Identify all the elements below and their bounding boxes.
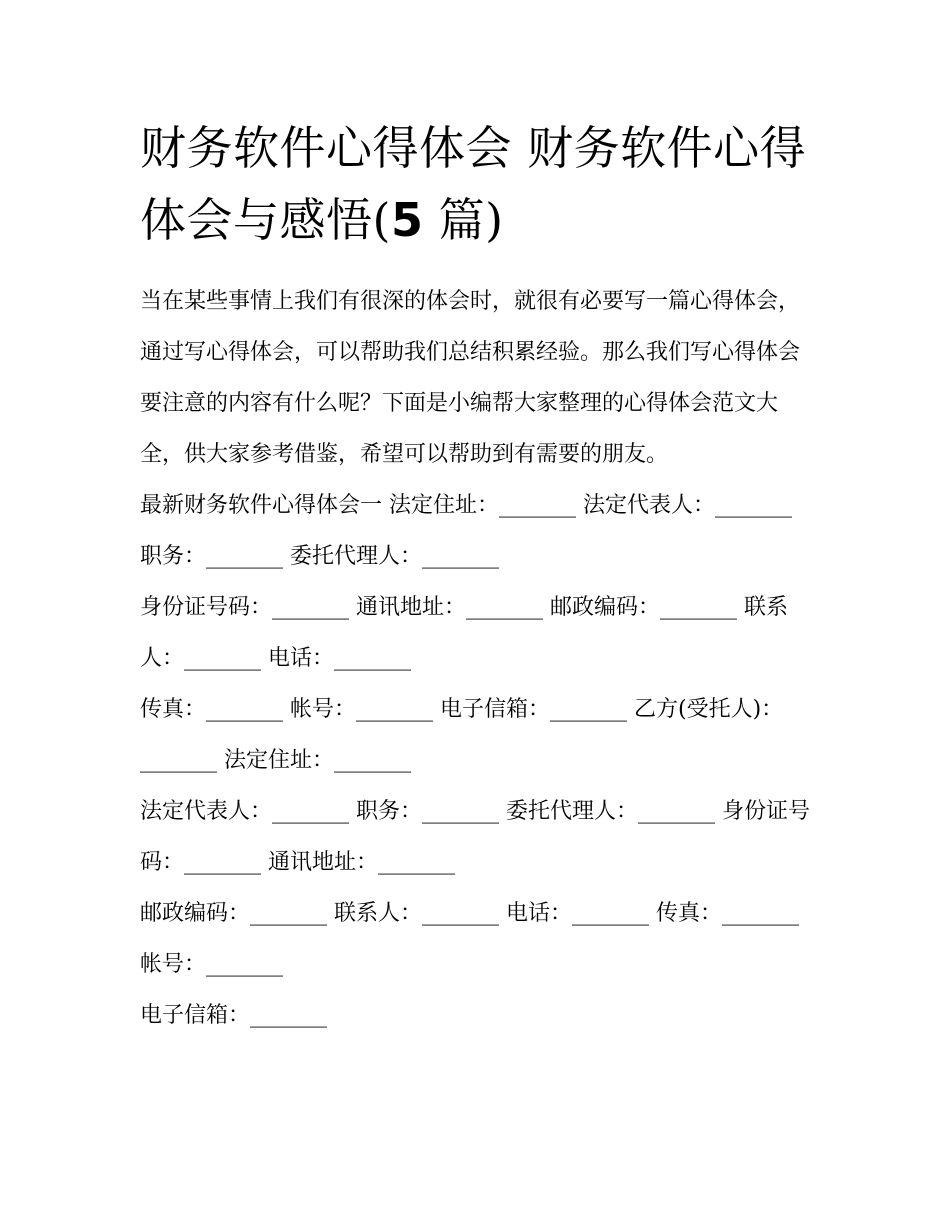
document-page — [140, 112, 820, 1041]
contract-paragraph-6: 电子信箱：_______ — [140, 1003, 328, 1028]
contract-paragraph-1-text: 法定住址：_______ 法定代表人：_______ 职务：_______ 委托代理人：_______ — [140, 493, 793, 569]
title-text-part1: 财务软件心得体会 财务软件心得体会与感悟( — [140, 121, 807, 247]
intro-paragraph: 当在某些事情上我们有很深的体会时，就很有必要写一篇心得体会，通过写心得体会，可以帮助我们总结积累经验。那么我们写心得体会要注意的内容有什么呢？下面是小编帮大家整理的心得体会范文大全，供大家参考借鉴，希望可以帮助到有需要的朋友。 — [140, 289, 801, 467]
contract-paragraph-3: 传真：_______ 帐号：_______ 电子信箱：_______ 乙方(受托人)：_______ 法定住址：_______ — [140, 697, 784, 773]
section-heading: 最新财务软件心得体会一 — [140, 493, 383, 518]
title-count: 5 — [390, 193, 424, 247]
contract-paragraph-1 — [140, 480, 820, 582]
contract-paragraph-2: 身份证号码：_______ 通讯地址：_______ 邮政编码：_______ 联系人：_______ 电话：_______ — [140, 595, 788, 671]
document-title — [140, 112, 820, 256]
contract-paragraph-5: 邮政编码：_______ 联系人：_______ 电话：_______ 传真：_______ 帐号：_______ — [140, 901, 799, 977]
contract-paragraph-4: 法定代表人：_______ 职务：_______ 委托代理人：_______ 身份证号码：_______ 通讯地址：_______ — [140, 799, 810, 875]
title-text-part2: 篇) — [423, 193, 504, 247]
